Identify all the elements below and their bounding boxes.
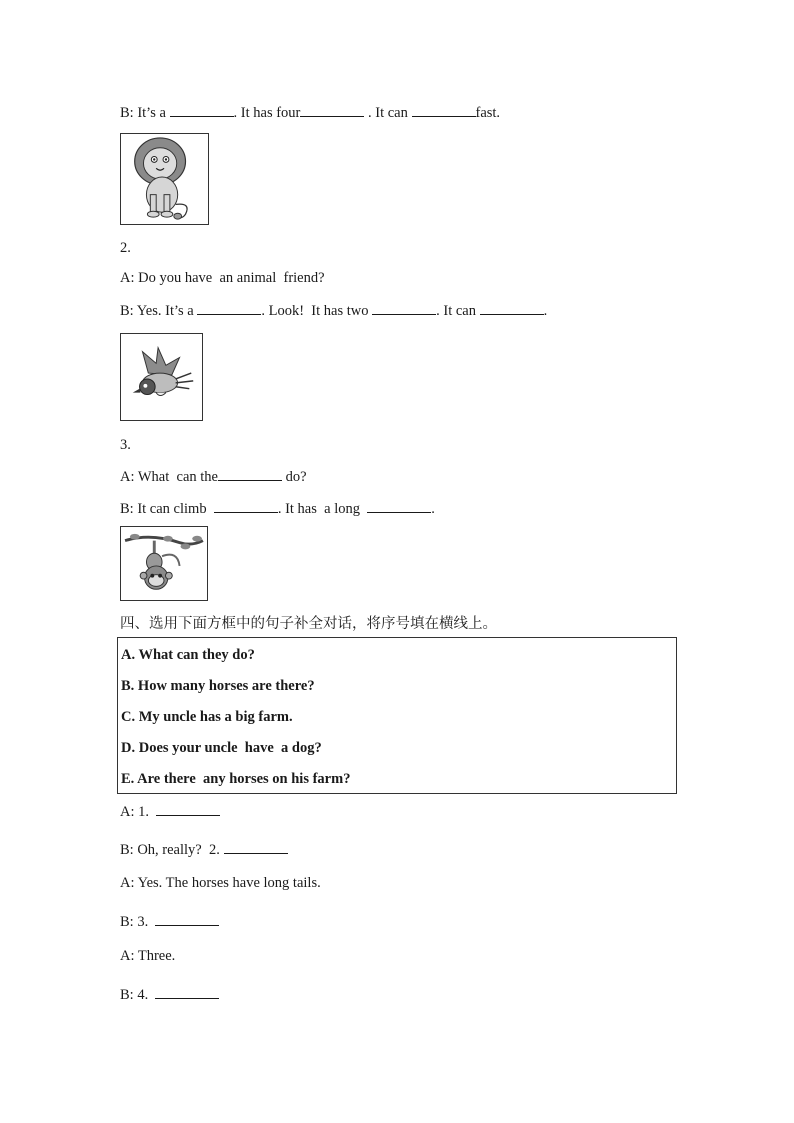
q3-a-line: A: What can the do?	[120, 469, 307, 485]
dialogue-line-4: B: 3.	[120, 912, 219, 931]
dialogue-line-6: B: 4.	[120, 985, 219, 1004]
answer-blank[interactable]	[412, 103, 476, 117]
dialogue-line-2: B: Oh, really? 2.	[120, 840, 288, 859]
answer-blank[interactable]	[214, 499, 278, 513]
q2-b-line: B: Yes. It’s a . Look! It has two . It can .	[120, 303, 548, 319]
bird-picture	[120, 333, 203, 421]
option-c: C. My uncle has a big farm.	[121, 709, 293, 725]
answer-blank[interactable]	[155, 985, 219, 999]
answer-blank[interactable]	[170, 103, 234, 117]
option-e: E. Are there any horses on his farm?	[121, 771, 351, 787]
option-b: B. How many horses are there?	[121, 678, 315, 694]
lion-picture	[120, 133, 209, 225]
answer-blank[interactable]	[218, 467, 282, 481]
q2-number: 2.	[120, 240, 131, 256]
answer-blank[interactable]	[224, 840, 288, 854]
answer-blank[interactable]	[155, 912, 219, 926]
dialogue-line-1: A: 1.	[120, 802, 220, 821]
q3-b-line: B: It can climb . It has a long .	[120, 501, 435, 517]
answer-blank[interactable]	[372, 301, 436, 315]
q1-b-line: B: It’s a . It has four . It can fast.	[120, 105, 501, 121]
dialogue-line-5: A: Three.	[120, 948, 176, 964]
dialogue-line-3: A: Yes. The horses have long tails.	[120, 875, 321, 891]
answer-blank[interactable]	[367, 499, 431, 513]
q3-number: 3.	[120, 437, 131, 453]
monkey-picture	[120, 526, 208, 601]
q2-a-line: A: Do you have an animal friend?	[120, 270, 325, 286]
answer-blank[interactable]	[197, 301, 261, 315]
section-4-heading: 四、选用下面方框中的句子补全对话，将序号填在横线上。	[120, 616, 497, 632]
answer-blank[interactable]	[300, 103, 364, 117]
option-a: A. What can they do?	[121, 647, 255, 663]
answer-blank[interactable]	[480, 301, 544, 315]
option-d: D. Does your uncle have a dog?	[121, 740, 322, 756]
options-box	[117, 637, 677, 794]
answer-blank[interactable]	[156, 802, 220, 816]
